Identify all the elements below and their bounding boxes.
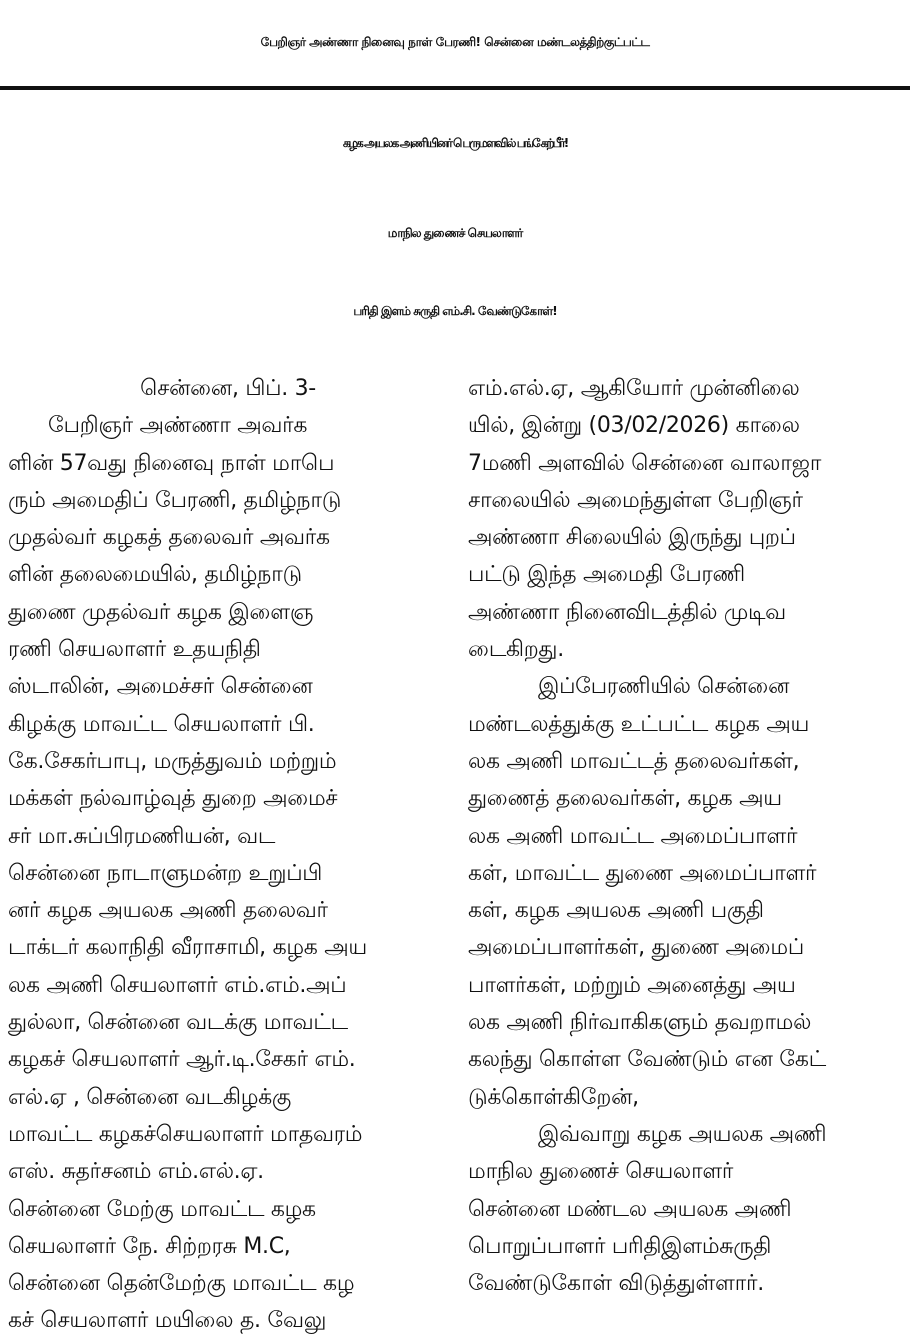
paragraph-line — [468, 370, 908, 407]
text-line: இவ்வாறு கழக அயலக அணி — [538, 1121, 827, 1147]
text-line: லக அணி மாவட்டத் தலைவர்கள், — [468, 748, 800, 774]
paragraph-line — [468, 818, 908, 855]
paragraph-line — [8, 668, 448, 705]
paragraph-line — [8, 1116, 448, 1153]
paragraph-line — [468, 445, 908, 482]
text-line: செயலாளர் நே. சிற்றரசு M.C, — [8, 1233, 291, 1259]
text-line: 7மணி அளவில் சென்னை வாலாஜா — [468, 450, 822, 476]
paragraph-line — [8, 929, 448, 966]
paragraph-line — [468, 1265, 908, 1302]
paragraph-line — [8, 706, 448, 743]
paragraph-line — [8, 1265, 448, 1302]
text-line: சென்னை மேற்கு மாவட்ட கழக — [8, 1196, 316, 1222]
paragraph-line — [8, 892, 448, 929]
paragraph-line — [8, 967, 448, 1004]
text-line: எம்.எல்.ஏ, ஆகியோர் முன்னிலை — [468, 376, 800, 401]
paragraph-line — [8, 855, 448, 892]
text-line: பாளர்கள், மற்றும் அனைத்து அய — [468, 972, 796, 998]
paragraph-line — [468, 1153, 908, 1190]
paragraph-line — [8, 407, 448, 444]
text-line: மாநில துணைச் செயலாளர் — [468, 1159, 734, 1185]
text-line: கழகச் செயலாளர் ஆர்.டி.சேகர் எம். — [8, 1047, 356, 1073]
paragraph-line — [8, 1191, 448, 1228]
text-line: மக்கள் நல்வாழ்வுத் துறை அமைச் — [8, 786, 338, 812]
paragraph-line — [468, 1228, 908, 1265]
text-line: டுக்கொள்கிறேன், — [468, 1084, 639, 1110]
paragraph-line — [8, 631, 448, 668]
paragraph-line — [468, 892, 908, 929]
text-line: கலந்து கொள்ள வேண்டும் என கேட் — [468, 1047, 826, 1073]
paragraph-line — [468, 1191, 908, 1228]
text-line: கச் செயலாளர் மயிலை த. வேலு — [8, 1308, 327, 1334]
paragraph-line — [468, 967, 908, 1004]
kicker-line: பேறிஞர் அண்ணா நினைவு நாள் பேரணி! சென்னை மண்டலத்திற்குட்பட்ட — [260, 35, 650, 49]
text-line: ரணி செயலாளர் உதயநிதி — [8, 637, 261, 663]
paragraph-line — [8, 1041, 448, 1078]
headline: கழக அயலக அணியினர் பெருமளவில் பங்கேற்பீர்! — [342, 136, 568, 150]
paragraph-line — [468, 1004, 908, 1041]
paragraph-line — [8, 1153, 448, 1190]
text-line: டாக்டர் கலாநிதி வீராசாமி, கழக அய — [8, 935, 367, 961]
text-line: துணை முதல்வர் கழக இளைஞ — [8, 599, 314, 625]
text-line: இப்பேரணியில் சென்னை — [538, 674, 790, 700]
paragraph-line — [8, 1302, 448, 1339]
text-line: வேண்டுகோள் விடுத்துள்ளார். — [468, 1271, 764, 1297]
text-line: அண்ணா சிலையில் இருந்து புறப் — [468, 525, 796, 551]
text-line: லக அணி மாவட்ட அமைப்பாளர் — [468, 823, 798, 849]
text-line: சென்னை, பிப். 3- — [140, 376, 316, 401]
paragraph-line — [468, 1041, 908, 1078]
dateline — [8, 370, 448, 407]
text-line: மண்டலத்துக்கு உட்பட்ட கழக அய — [468, 711, 810, 737]
paragraph-line — [468, 631, 908, 668]
text-line: துணைத் தலைவர்கள், கழக அய — [468, 786, 782, 812]
paragraph-line — [468, 1079, 908, 1116]
text-line: சர் மா.சுப்பிரமணியன், வட — [8, 823, 276, 849]
paragraph-line — [8, 482, 448, 519]
text-line: கள், மாவட்ட துணை அமைப்பாளர் — [468, 860, 817, 886]
paragraph-line — [8, 818, 448, 855]
text-line: லக அணி நிர்வாகிகளும் தவறாமல் — [468, 1010, 812, 1036]
text-line: கே.சேகர்பாபு, மருத்துவம் மற்றும் — [8, 748, 337, 774]
paragraph-line — [8, 780, 448, 817]
article-column-right — [468, 370, 908, 1302]
paragraph-line — [468, 780, 908, 817]
text-line: பொறுப்பாளர் பரிதிஇளம்சுருதி — [468, 1233, 772, 1259]
text-line: டைகிறது. — [468, 637, 564, 663]
text-line: சென்னை தென்மேற்கு மாவட்ட கழ — [8, 1271, 355, 1297]
text-line: லக அணி செயலாளர் எம்.எம்.அப் — [8, 972, 347, 998]
paragraph-line — [468, 594, 908, 631]
paragraph-line — [8, 445, 448, 482]
text-line: ளின் 57வது நினைவு நாள் மாபெ — [8, 450, 335, 476]
paragraph-line — [468, 743, 908, 780]
paragraph-line — [8, 1004, 448, 1041]
subhead-line-1: மாநில துணைச் செயலாளர் — [387, 226, 523, 240]
text-line: னர் கழக அயலக அணி தலைவர் — [8, 898, 328, 924]
text-line: எஸ். சுதர்சனம் எம்.எல்.ஏ. — [8, 1159, 264, 1185]
text-line: எல்.ஏ , சென்னை வடகிழக்கு — [8, 1084, 291, 1110]
paragraph-line — [468, 706, 908, 743]
paragraph-line — [8, 556, 448, 593]
paragraph-line — [8, 743, 448, 780]
paragraph-line — [468, 556, 908, 593]
divider-rule — [0, 86, 910, 90]
paragraph-line — [468, 929, 908, 966]
text-line: சென்னை மண்டல அயலக அணி — [468, 1196, 792, 1222]
paragraph-line — [8, 1079, 448, 1116]
text-line: சென்னை நாடாளுமன்ற உறுப்பி — [8, 860, 323, 886]
text-line: பேறிஞர் அண்ணா அவர்க — [48, 413, 308, 439]
text-line: ஸ்டாலின், அமைச்சர் சென்னை — [8, 674, 313, 700]
paragraph-line — [468, 482, 908, 519]
subhead-line-2: பரிதி இளம் சுருதி எம்.சி. வேண்டுகோள்! — [353, 304, 557, 318]
article-column-left — [8, 370, 448, 1340]
paragraph-line — [8, 594, 448, 631]
text-line: துல்லா, சென்னை வடக்கு மாவட்ட — [8, 1010, 348, 1036]
text-line: மாவட்ட கழகச்செயலாளர் மாதவரம் — [8, 1121, 363, 1147]
paragraph-line — [468, 1116, 908, 1153]
text-line: பட்டு இந்த அமைதி பேரணி — [468, 562, 745, 588]
text-line: கள், கழக அயலக அணி பகுதி — [468, 898, 764, 924]
paragraph-line — [468, 407, 908, 444]
paragraph-line — [8, 519, 448, 556]
text-line: சாலையில் அமைந்துள்ள பேறிஞர் — [468, 487, 803, 513]
text-line: ளின் தலைமையில், தமிழ்நாடு — [8, 562, 302, 588]
paragraph-line — [468, 668, 908, 705]
text-line: யில், இன்று (03/02/2026) காலை — [468, 413, 800, 439]
text-line: கிழக்கு மாவட்ட செயலாளர் பி. — [8, 711, 315, 737]
paragraph-line — [468, 855, 908, 892]
paragraph-line — [468, 519, 908, 556]
paragraph-line — [8, 1228, 448, 1265]
text-line: அமைப்பாளர்கள், துணை அமைப் — [468, 935, 804, 961]
text-line: ரும் அமைதிப் பேரணி, தமிழ்நாடு — [8, 487, 342, 513]
text-line: முதல்வர் கழகத் தலைவர் அவர்க — [8, 525, 330, 551]
text-line: அண்ணா நினைவிடத்தில் முடிவ — [468, 599, 786, 625]
